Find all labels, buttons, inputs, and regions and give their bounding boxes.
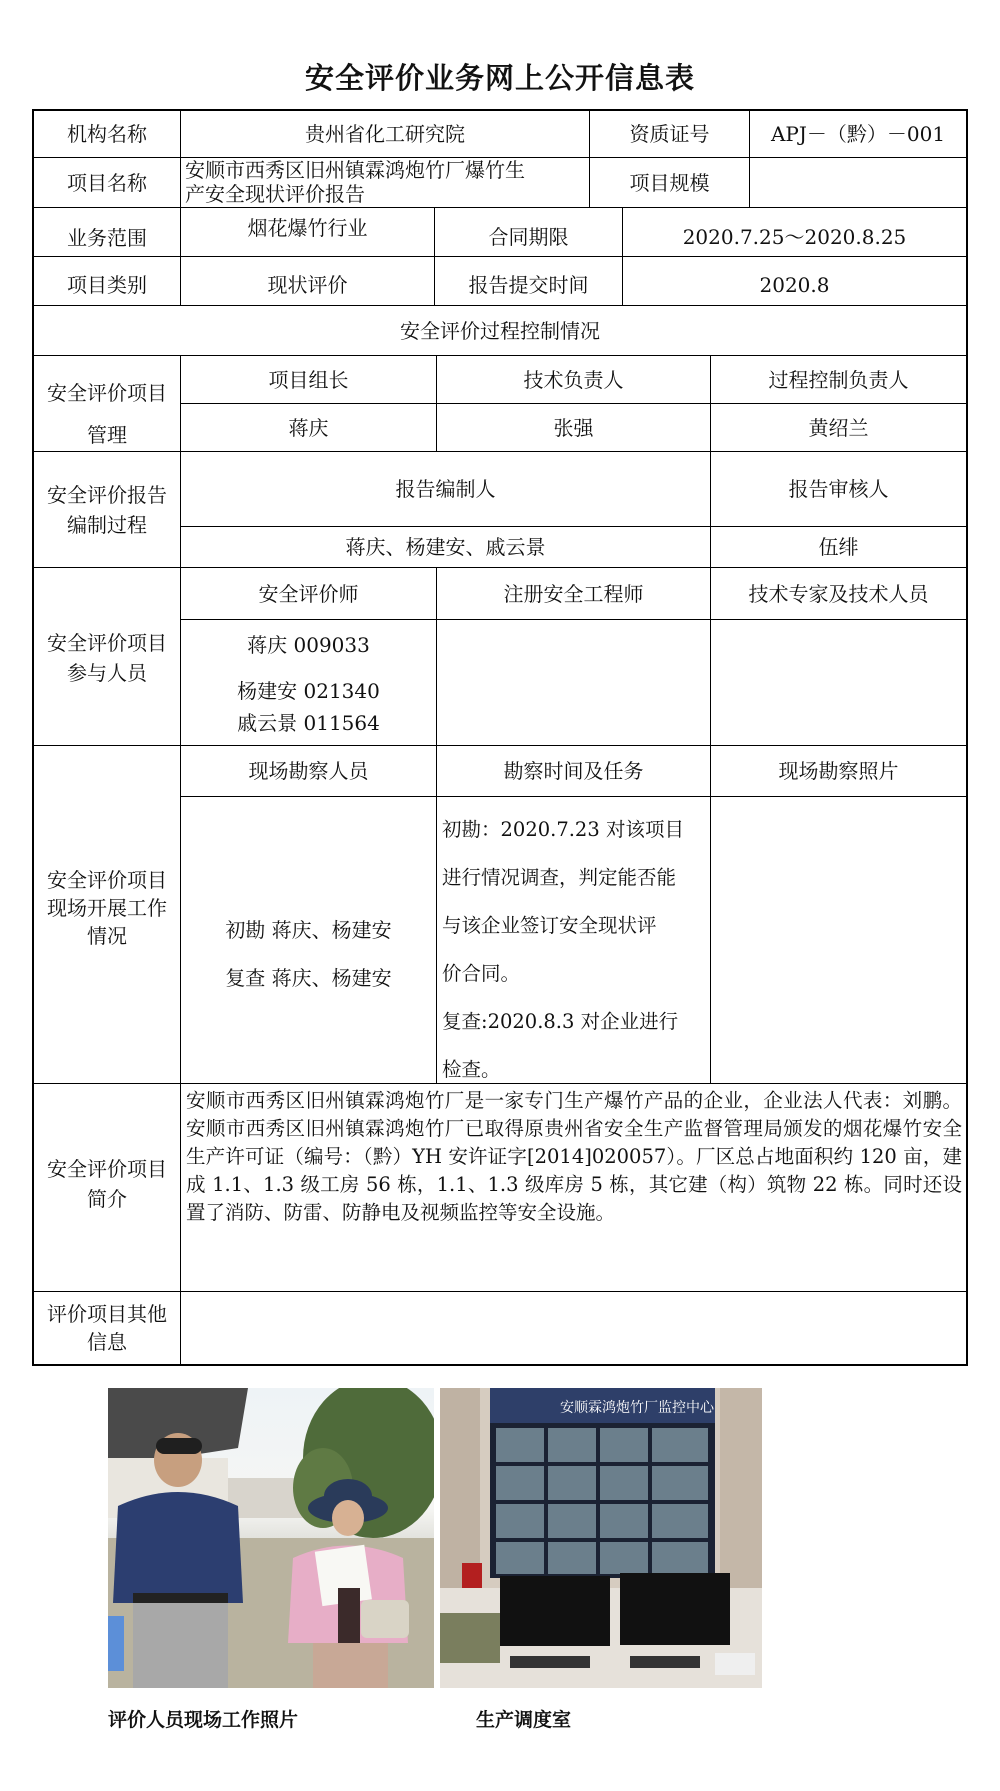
mgmt-label: 安全评价项目 管理 bbox=[47, 381, 167, 447]
mgmt-col-leader: 项目组长 bbox=[268, 367, 349, 392]
cert-label: 资质证号 bbox=[629, 122, 710, 146]
report-val-reviewer: 伍绯 bbox=[818, 535, 859, 559]
mgmt-val-leader: 蒋庆 bbox=[288, 415, 329, 440]
type-label: 项目类别 bbox=[67, 273, 147, 297]
monitor-banner-text: 安顺霖鸿炮竹厂监控中心 bbox=[560, 1400, 714, 1416]
site-people-item: 复查 蒋庆、杨建安 bbox=[225, 966, 392, 990]
project-name-label: 项目名称 bbox=[67, 170, 147, 195]
staff-col-engineer: 注册安全工程师 bbox=[503, 581, 644, 606]
intro-label: 安全评价项目 简介 bbox=[47, 1157, 167, 1211]
staff-assessor-item: 蒋庆 009033 bbox=[247, 633, 370, 657]
site-task-list bbox=[442, 806, 706, 1094]
submit-value: 2020.8 bbox=[759, 273, 830, 297]
mgmt-val-process: 黄绍兰 bbox=[808, 415, 869, 440]
staff-col-assessor: 安全评价师 bbox=[258, 581, 359, 606]
photo-onsite-staff bbox=[108, 1388, 434, 1688]
site-task-line: 进行情况调查，判定能否能 bbox=[442, 866, 677, 889]
staff-assessor-list bbox=[181, 629, 436, 739]
site-col-people: 现场勘察人员 bbox=[248, 759, 369, 783]
onsite-staff-illustration bbox=[108, 1388, 434, 1688]
staff-label: 安全评价项目 参与人员 bbox=[47, 631, 167, 685]
other-value bbox=[181, 1292, 966, 1364]
mgmt-val-tech: 张强 bbox=[553, 415, 594, 440]
contract-value: 2020.7.25～2020.8.25 bbox=[682, 225, 907, 249]
mgmt-col-tech: 技术负责人 bbox=[523, 367, 624, 392]
staff-assessor-item: 戚云景 011564 bbox=[237, 711, 380, 735]
photo-dispatch-room bbox=[440, 1388, 762, 1688]
site-task-line: 初勘：2020.7.23 对该项目 bbox=[442, 818, 684, 841]
report-val-author: 蒋庆、杨建安、戚云景 bbox=[345, 535, 546, 559]
org-name-label: 机构名称 bbox=[67, 122, 147, 146]
site-task-line: 与该企业签订安全现状评 bbox=[442, 914, 657, 937]
photo-onsite-caption: 评价人员现场工作照片 bbox=[108, 1709, 299, 1731]
project-name-value: 安顺市西秀区旧州镇霖鸿炮竹厂爆竹生 产安全现状评价报告 bbox=[185, 158, 525, 206]
dispatch-room-illustration bbox=[440, 1388, 762, 1688]
site-task-line: 复查:2020.8.3 对企业进行 bbox=[442, 1010, 679, 1033]
scale-value bbox=[750, 158, 966, 207]
site-people-item: 初勘 蒋庆、杨建安 bbox=[225, 918, 392, 942]
photo-dispatch-caption: 生产调度室 bbox=[476, 1709, 572, 1731]
scale-label: 项目规模 bbox=[629, 170, 710, 195]
org-name-value: 贵州省化工研究院 bbox=[305, 122, 465, 146]
contract-label: 合同期限 bbox=[488, 225, 569, 249]
site-people-list bbox=[181, 906, 436, 1002]
report-col-author: 报告编制人 bbox=[395, 477, 496, 501]
staff-col-expert: 技术专家及技术人员 bbox=[748, 581, 929, 606]
site-col-tasks: 勘察时间及任务 bbox=[503, 759, 644, 783]
site-col-photos: 现场勘察照片 bbox=[778, 759, 899, 783]
site-label: 安全评价项目 现场开展工作 情况 bbox=[47, 868, 167, 948]
submit-label: 报告提交时间 bbox=[468, 273, 589, 297]
page-title: 安全评价业务网上公开信息表 bbox=[304, 61, 695, 95]
type-value: 现状评价 bbox=[267, 273, 348, 297]
intro-text: 安顺市西秀区旧州镇霖鸿炮竹厂是一家专门生产爆竹产品的企业，企业法人代表：刘鹏。安顺市西秀区旧州镇霖鸿炮竹厂已取得原贵州省安全生产监督管理局颁发的烟花爆竹安全生产许可证（编号：（黔）YH 安许证字[2014]020057）。厂区总占地面积约 120 亩，建成 1.1、1.3 级工房 56 栋，1.1、1.3 级库房 5 栋，其它建（构）筑物 22 栋。同时还设置了消防、防雷、防静电及视频监控等安全设施。 bbox=[186, 1089, 962, 1224]
info-table bbox=[32, 109, 968, 1366]
report-label: 安全评价报告 编制过程 bbox=[47, 483, 167, 537]
scope-value: 烟花爆竹行业 bbox=[247, 216, 368, 240]
site-task-line: 价合同。 bbox=[442, 962, 521, 985]
other-label: 评价项目其他 信息 bbox=[47, 1302, 167, 1354]
site-task-line: 检查。 bbox=[442, 1058, 501, 1081]
process-header: 安全评价过程控制情况 bbox=[400, 318, 600, 343]
scope-label: 业务范围 bbox=[67, 226, 147, 250]
report-col-reviewer: 报告审核人 bbox=[788, 477, 889, 501]
mgmt-col-process: 过程控制负责人 bbox=[768, 367, 909, 392]
cert-value: APJ－（黔）－001 bbox=[770, 122, 946, 146]
staff-assessor-item: 杨建安 021340 bbox=[237, 679, 380, 703]
